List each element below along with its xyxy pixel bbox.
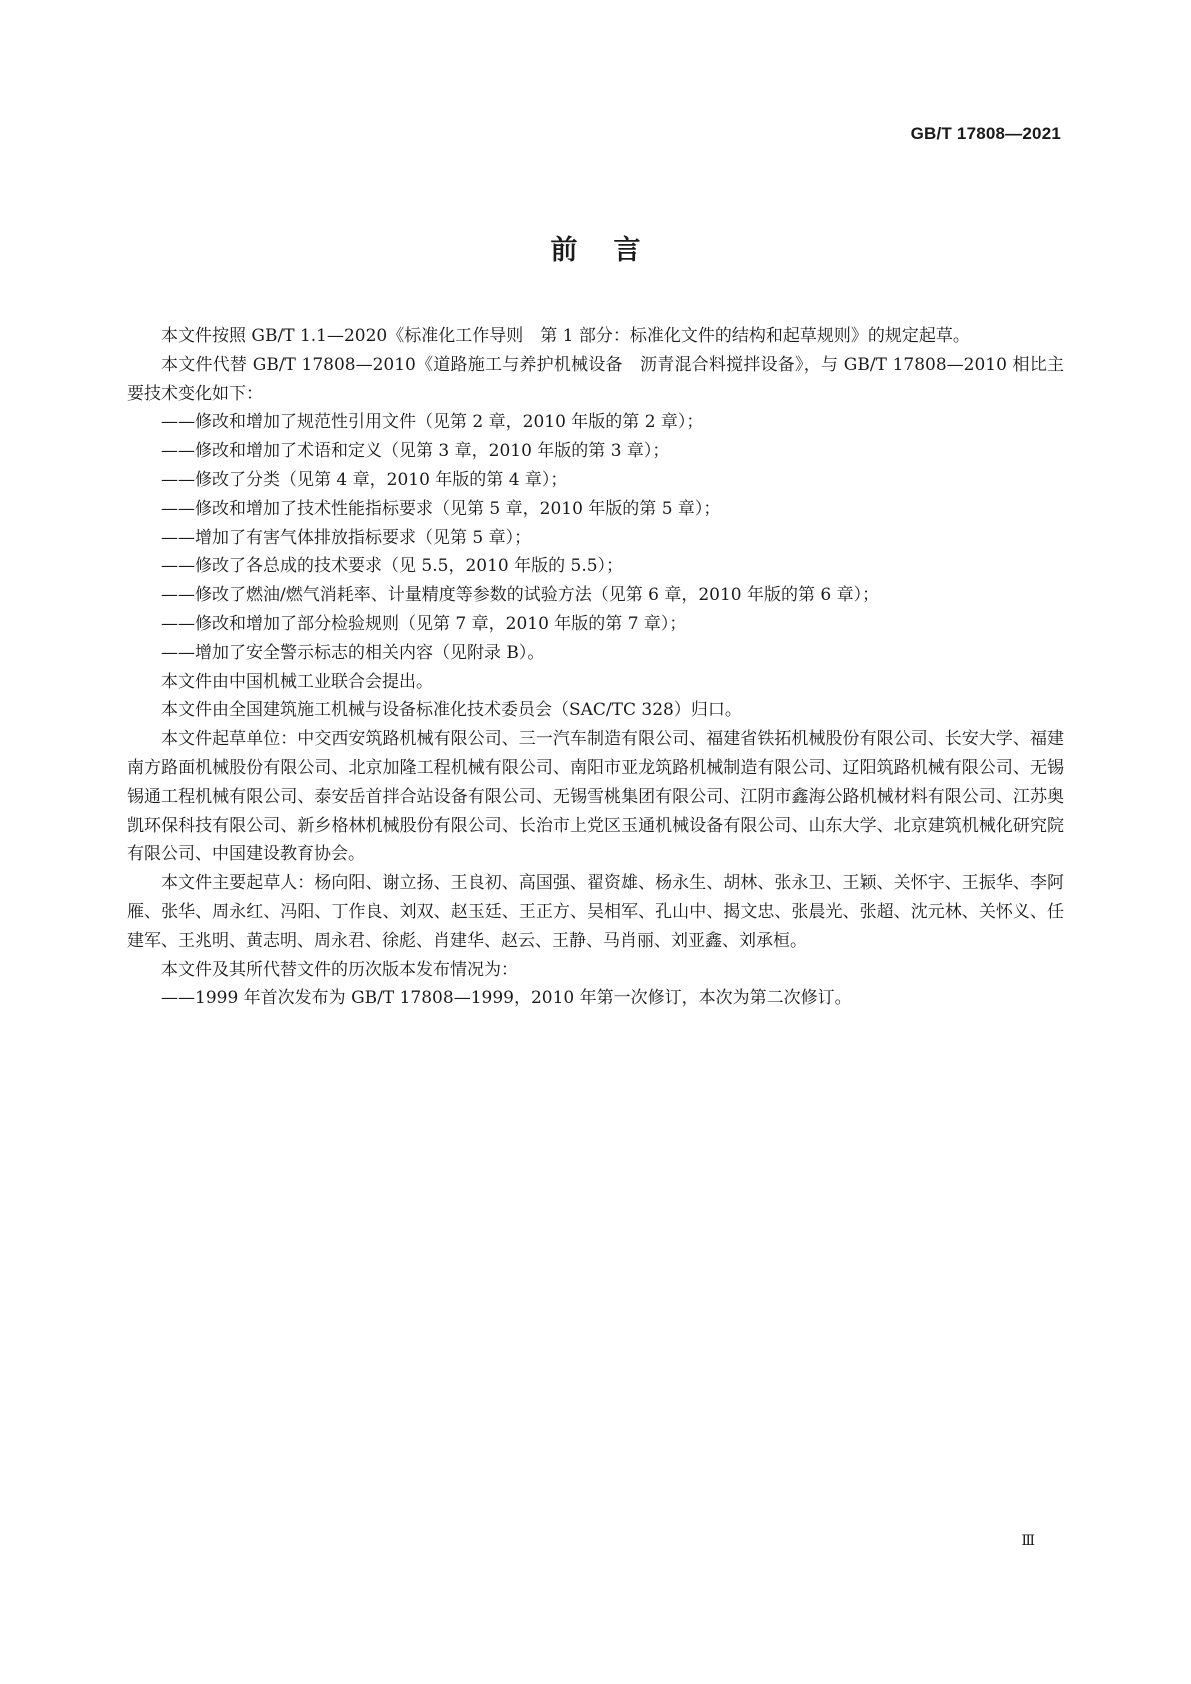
paragraph-drafting-units: 本文件起草单位：中交西安筑路机械有限公司、三一汽车制造有限公司、福建省铁拓机械股份有限公司、长安大学、福建南方路面机械股份有限公司、北京加隆工程机械有限公司、南阳市亚龙筑路机械制造有限公司、辽阳筑路机械有限公司、无锡锡通工程机械有限公司、泰安岳首拌合站设备有限公司、无锡雪桃集团有限公司、江阴市鑫海公路机械材料有限公司、江苏奥凯环保科技有限公司、新乡格林机械股份有限公司、长治市上党区玉通机械设备有限公司、山东大学、北京建筑机械化研究院有限公司、中国建设教育协会。	[127, 729, 1064, 865]
paragraph-history-intro: 本文件及其所代替文件的历次版本发布情况为：	[161, 959, 518, 980]
change-item: ——增加了安全警示标志的相关内容（见附录 B）。	[161, 642, 545, 663]
paragraph-proposer: 本文件由中国机械工业联合会提出。	[161, 671, 433, 692]
document-body	[127, 322, 1064, 1013]
change-item: ——修改和增加了规范性引用文件（见第 2 章，2010 年版的第 2 章）；	[161, 412, 704, 433]
change-item: ——修改和增加了部分检验规则（见第 7 章，2010 年版的第 7 章）；	[161, 613, 687, 634]
paragraph-drafters: 本文件主要起草人：杨向阳、谢立扬、王良初、高国强、翟资雄、杨永生、胡林、张永卫、王颖、关怀宇、王振华、李阿雁、张华、周永红、冯阳、丁作良、刘双、赵玉廷、王正方、吴相军、孔山中、揭文忠、张晨光、张超、沈元林、关怀义、任建军、王兆明、黄志明、周永君、徐彪、肖建华、赵云、王静、马肖丽、刘亚鑫、刘承桓。	[127, 873, 1064, 951]
page-title: 前言	[550, 235, 677, 266]
paragraph-replacement: 本文件代替 GB/T 17808—2010《道路施工与养护机械设备 沥青混合料搅拌设备》，与 GB/T 17808—2010 相比主要技术变化如下：	[127, 354, 1064, 404]
history-item: ——1999 年首次发布为 GB/T 17808—1999，2010 年第一次修订，本次为第二次修订。	[161, 988, 852, 1009]
standard-code: GB/T 17808—2021	[910, 124, 1061, 143]
change-item: ——修改和增加了技术性能指标要求（见第 5 章，2010 年版的第 5 章）；	[161, 498, 721, 519]
paragraph-drafting-rules: 本文件按照 GB/T 1.1—2020《标准化工作导则 第 1 部分：标准化文件的结构和起草规则》的规定起草。	[161, 326, 970, 346]
page-number: Ⅲ	[1021, 1533, 1035, 1549]
change-item: ——修改了各总成的技术要求（见 5.5，2010 年版的 5.5）；	[161, 556, 624, 577]
change-item: ——修改和增加了术语和定义（见第 3 章，2010 年版的第 3 章）；	[161, 441, 670, 462]
paragraph-committee: 本文件由全国建筑施工机械与设备标准化技术委员会（SAC/TC 328）归口。	[161, 700, 742, 721]
change-item: ——修改了分类（见第 4 章，2010 年版的第 4 章）；	[161, 469, 568, 490]
change-item: ——修改了燃油/燃气消耗率、计量精度等参数的试验方法（见第 6 章，2010 年版的第 6 章）；	[161, 585, 880, 606]
change-item: ——增加了有害气体排放指标要求（见第 5 章）；	[161, 527, 532, 548]
